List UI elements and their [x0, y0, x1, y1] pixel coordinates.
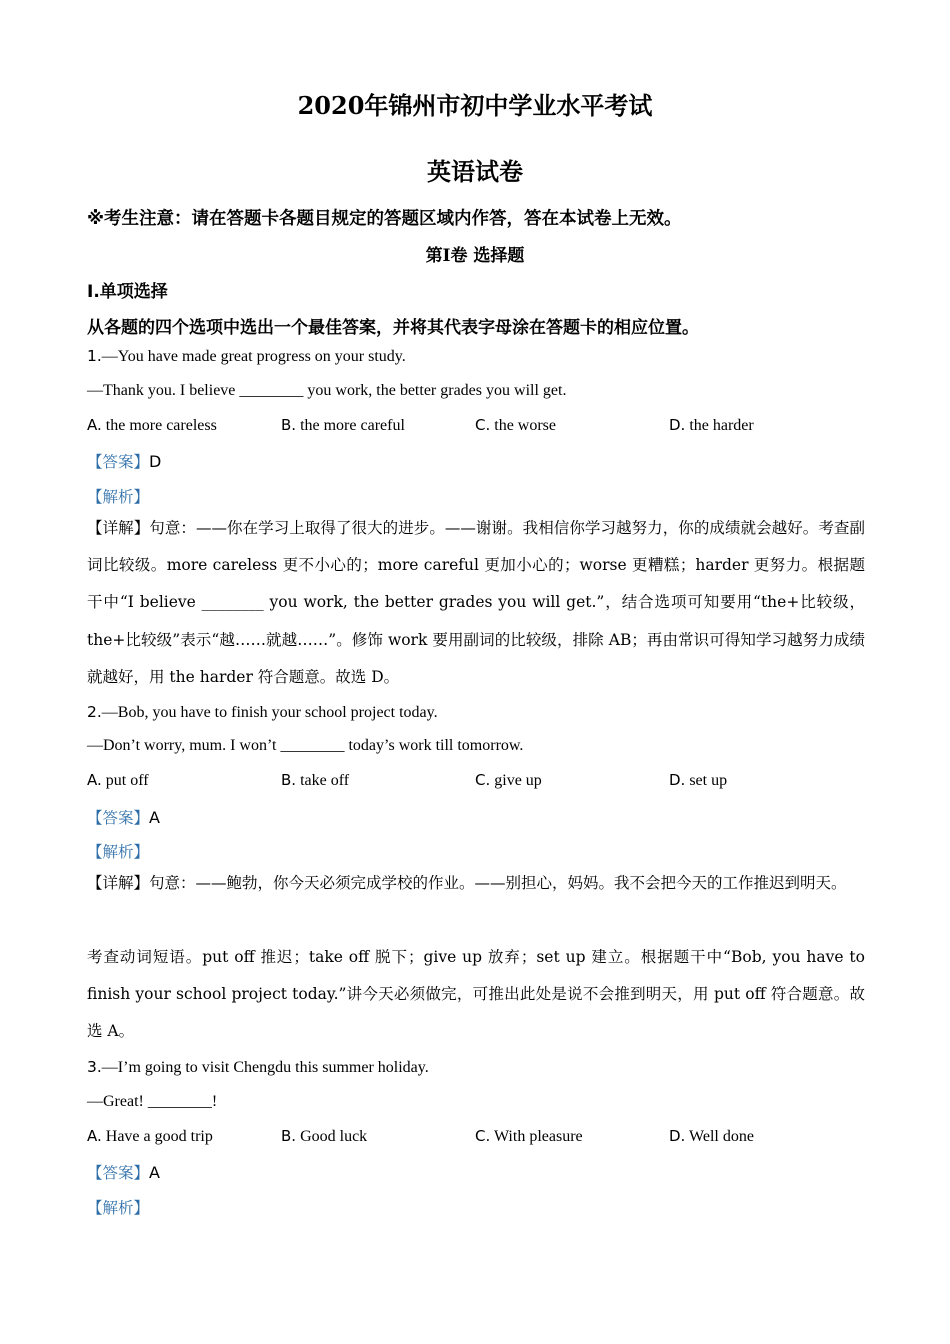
question-2-option-a: A. put off	[87, 771, 149, 789]
question-3-analysis-label: 【解析】	[87, 1199, 150, 1217]
question-2-line-1: 2.—Bob, you have to finish your school project today.	[87, 703, 438, 721]
question-3-option-b: B. Good luck	[281, 1127, 368, 1145]
section-instruction: 从各题的四个选项中选出一个最佳答案，并将其代表字母涂在答题卡的相应位置。	[87, 318, 699, 338]
question-2-option-c: C. give up	[475, 771, 542, 789]
question-3-option-c: C. With pleasure	[475, 1127, 583, 1145]
question-1-line-2: —Thank you. I believe ________ you work, the better grades you will get.	[87, 382, 567, 399]
question-2-line-2: —Don’t worry, mum. I won’t ________ today’s work till tomorrow.	[87, 737, 524, 754]
exam-title: 2020年锦州市初中学业水平考试	[297, 91, 653, 120]
question-2-detail-2: 考查动词短语。put off 推迟；take off 脱下；give up 放弃；set up 建立。根据题干中“Bob, you have to finish your school project today.”讲今天必须做完，可推出此处是说不会推到明天，用 put off 符合题意。故选 A。	[87, 948, 865, 1041]
question-2-analysis-label: 【解析】	[87, 843, 150, 861]
question-2-option-b: B. take off	[281, 771, 350, 789]
question-1-answer: 【答案】D	[87, 452, 162, 471]
question-1-line-1: 1.—You have made great progress on your study.	[87, 347, 406, 365]
question-1-analysis-label: 【解析】	[87, 488, 150, 506]
question-1-option-c: C. the worse	[475, 416, 557, 434]
question-2-option-d: D. set up	[669, 771, 728, 789]
question-1-detail: 【详解】句意：——你在学习上取得了很大的进步。——谢谢。我相信你学习越努力，你的成绩就会越好。考查副词比较级。more careless 更不小心的；more careful 更加小心的；worse 更糟糕；harder 更努力。根据题干中“I believe ________ you work, the better grades you will get.”，结合选项可知要用“the+比较级，the+比较级”表示“越……就越……”。修饰 work 要用副词的比较级，排除 AB；再由常识可得知学习越努力成绩就越好，用 the harder 符合题意。故选 D。	[87, 519, 865, 686]
exam-notice: ※考生注意：请在答题卡各题目规定的答题区域内作答，答在本试卷上无效。	[87, 209, 682, 229]
question-3-number: 3.	[87, 1058, 102, 1076]
question-2-number: 2.	[87, 703, 102, 721]
question-3-answer: 【答案】A	[87, 1163, 160, 1182]
question-2-detail: 【详解】句意：——鲍勃，你今天必须完成学校的作业。——别担心，妈妈。我不会把今天的工作推迟到明天。	[87, 874, 847, 892]
question-3-option-a: A. Have a good trip	[87, 1127, 213, 1145]
question-1-option-d: D. the harder	[669, 416, 754, 434]
question-1-option-b: B. the more careful	[281, 416, 405, 434]
question-2-answer: 【答案】A	[87, 808, 160, 827]
question-3-option-d: D. Well done	[669, 1127, 754, 1145]
exam-subtitle: 英语试卷	[427, 157, 523, 186]
question-1-number: 1.	[87, 347, 102, 365]
volume-heading: 第Ⅰ卷 选择题	[425, 246, 525, 266]
section-heading: Ⅰ.单项选择	[87, 282, 168, 302]
question-1-option-a: A. the more careless	[87, 416, 217, 434]
question-3-line-2: —Great! ________!	[87, 1093, 218, 1110]
question-3-line-1: 3.—I’m going to visit Chengdu this summer holiday.	[87, 1058, 429, 1076]
